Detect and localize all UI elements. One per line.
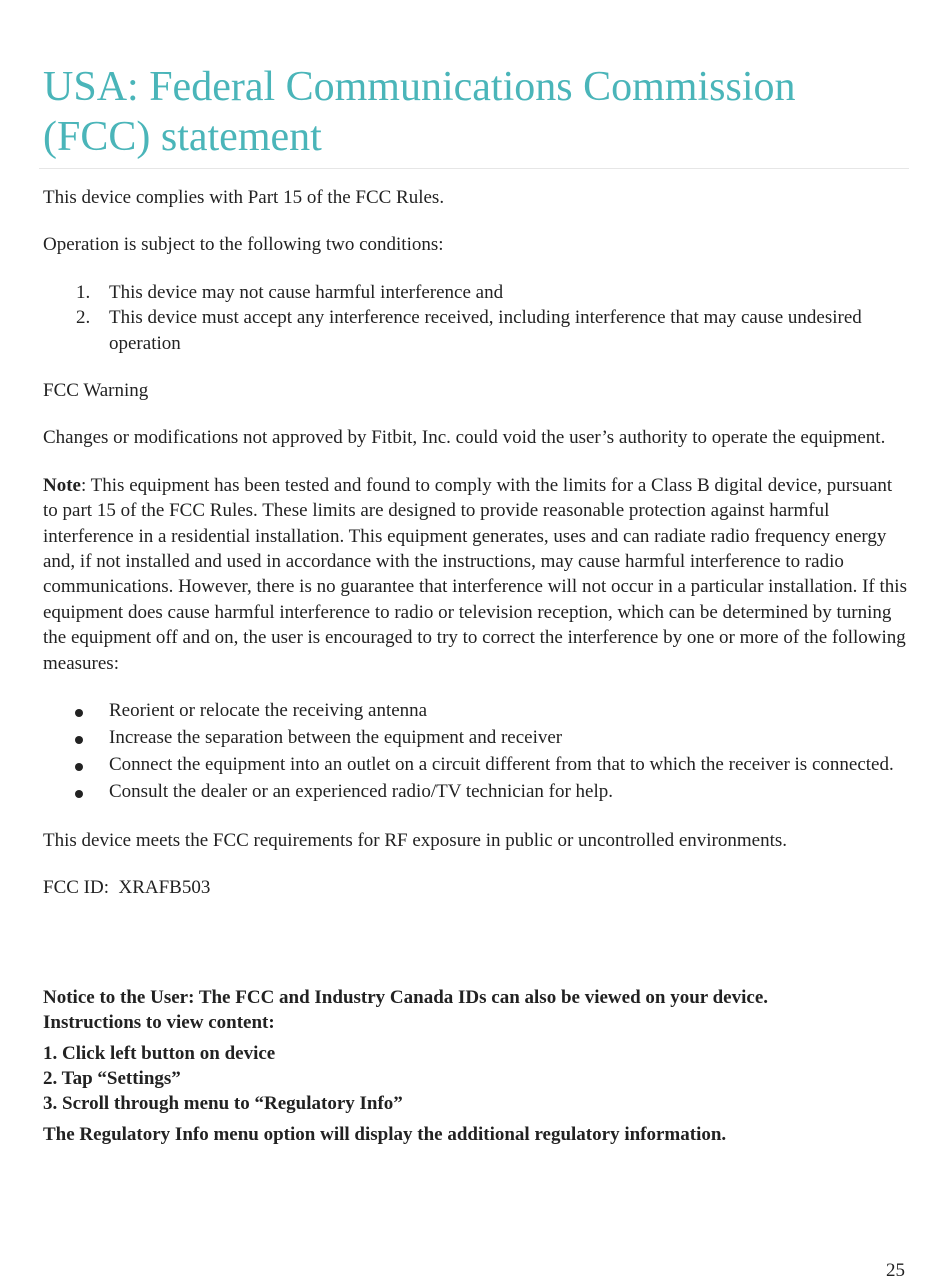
notice-step: 2. Tap “Settings” (43, 1067, 181, 1089)
bullet-icon (75, 763, 83, 771)
measures-list (43, 698, 909, 804)
section-heading: USA: Federal Communications Commission (FCC) statement (43, 64, 796, 160)
condition-text: This device may not cause harmful interference and (109, 281, 504, 303)
note-paragraph (43, 473, 909, 676)
condition-item (43, 280, 909, 305)
bullet-icon (75, 790, 83, 798)
conditions-list (43, 280, 909, 356)
notice-instructions-label: Instructions to view content: (43, 1011, 275, 1033)
list-item (43, 779, 909, 804)
measure-text: Increase the separation between the equipment and receiver (109, 727, 563, 748)
notice-step: 3. Scroll through menu to “Regulatory Info” (43, 1092, 403, 1114)
condition-item (43, 305, 909, 356)
notice-step: 1. Click left button on device (43, 1042, 276, 1064)
notice-closing: The Regulatory Info menu option will display the additional regulatory information. (43, 1123, 727, 1145)
bullet-icon (75, 736, 83, 744)
page-number: 25 (886, 1260, 905, 1281)
list-item (43, 698, 909, 723)
list-number: 2. (76, 307, 91, 329)
measure-text: Connect the equipment into an outlet on a circuit different from that to which the receiver is connected. (109, 753, 894, 775)
measure-text: Reorient or relocate the receiving antenna (109, 700, 428, 722)
heading-divider (39, 168, 909, 169)
fcc-id-line (43, 875, 909, 900)
list-number: 1. (76, 281, 91, 303)
measure-text: Consult the dealer or an experienced radio/TV technician for help. (109, 780, 614, 802)
list-item (43, 725, 909, 750)
document-page (43, 62, 909, 1147)
note-text: : This equipment has been tested and found to comply with the limits for a Class B digital device, pursuant to part 15 of the FCC Rules. These limits are designed to provide reasonable protection against harmful interference in a residential installation. This equipment generates, uses and can radiate radio frequency energy and, if not installed and used in accordance with the instructions, may cause harmful interference to radio communications. However, there is no guarantee that interference will not occur in a particular installation. If this equipment does cause harmful interference to radio or television reception, which can be determined by turning the equipment off and on, the user is encouraged to try to correct the interference by one or more of the following measures: (43, 474, 907, 674)
conditions-intro: Operation is subject to the following two conditions: (43, 234, 444, 256)
warning-text: Changes or modifications not approved by Fitbit, Inc. could void the user’s authority to operate the equipment. (43, 427, 886, 449)
compliance-statement: This device complies with Part 15 of the FCC Rules. (43, 187, 445, 208)
bullet-icon (75, 709, 83, 717)
rf-exposure-statement: This device meets the FCC requirements for RF exposure in public or uncontrolled environments. (43, 829, 788, 851)
fcc-id-value: XRAFB503 (118, 877, 211, 899)
list-item (43, 752, 909, 777)
fcc-id-label: FCC ID: (43, 877, 109, 899)
condition-text: This device must accept any interference received, including interference that may cause undesired operation (109, 307, 862, 354)
note-label: Note (43, 474, 81, 496)
notice-line: Notice to the User: The FCC and Industry Canada IDs can also be viewed on your device. (43, 986, 769, 1008)
warning-title: FCC Warning (43, 380, 149, 402)
user-notice (43, 985, 909, 1147)
